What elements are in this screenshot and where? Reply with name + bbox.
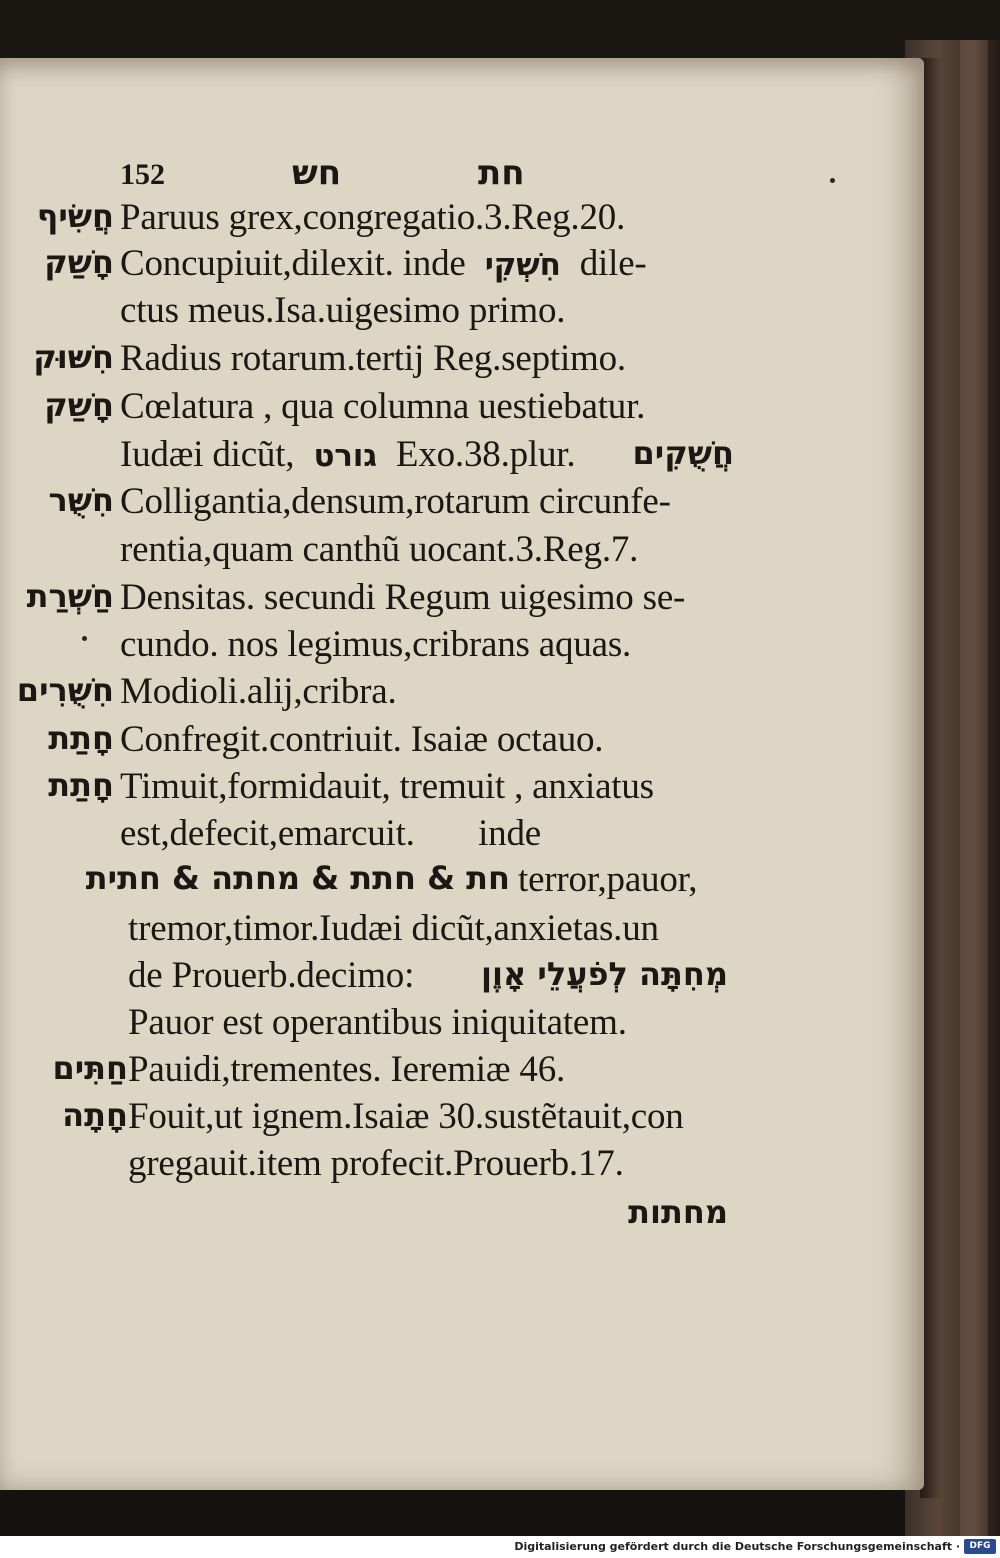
entry-headword: חֲשִׂיף xyxy=(36,197,114,235)
entry-text: Paruus grex,congregatio.3.Reg.20. xyxy=(120,197,626,238)
entry-text: Densitas. secundi Regum uigesimo se- xyxy=(120,577,686,618)
hebrew-derivatives: חת & חתת & מחתה & חתית xyxy=(85,859,510,897)
inline-hebrew-plural: חֲשֻׁקִים xyxy=(632,434,734,472)
entry-headword: חִשֻּׁר xyxy=(48,481,114,519)
running-head-left: חש xyxy=(292,153,342,193)
entry-headword: חִשּׁוּק xyxy=(33,338,114,376)
entry-text-part: dile- xyxy=(579,243,647,284)
entry-text-part: Exo.38.plur. xyxy=(395,434,576,475)
entry-headword: חַתִּים xyxy=(52,1049,128,1087)
entry-text-part: Iudæi dicũt, xyxy=(120,434,295,475)
entry-text: Pauidi,trementes. Ieremiæ 46. xyxy=(128,1049,566,1090)
entry-text: Radius rotarum.tertij Reg.septimo. xyxy=(120,338,626,379)
entry-text: Modioli.alij,cribra. xyxy=(120,671,397,712)
entry-text: Cœlatura , qua columna uestiebatur. xyxy=(120,386,646,427)
ink-dot xyxy=(830,178,835,183)
entry-text: Timuit,formidauit, tremuit , anxiatus xyxy=(120,766,654,807)
entry-continuation: cundo. nos legimus,cribrans aquas. xyxy=(120,624,632,665)
inline-hebrew-quote: מְחִתָּה לְפֹעֲלֵי אָוֶן xyxy=(481,955,728,993)
book-cover-edge xyxy=(960,40,988,1536)
dfg-logo: DFG xyxy=(964,1539,996,1554)
scan-bottom-band xyxy=(0,1490,905,1536)
entry-continuation: gregauit.item profecit.Prouerb.17. xyxy=(128,1143,624,1184)
entry-continuation: tremor,timor.Iudæi dicũt,anxietas.un xyxy=(128,908,659,949)
running-head-right: חת xyxy=(478,153,525,193)
credit-bar xyxy=(0,1536,1000,1558)
entry-text: terror,pauor, xyxy=(518,859,698,900)
entry-continuation: est,defecit,emarcuit. inde xyxy=(120,813,541,854)
entry-text: Confregit.contriuit. Isaiæ octauo. xyxy=(120,719,604,760)
page-number: 152 xyxy=(120,158,165,191)
entry-continuation xyxy=(120,436,575,473)
entry-headword: חָתַת xyxy=(48,719,114,757)
credit-text: Digitalisierung gefördert durch die Deutsche Forschungsgemeinschaft · xyxy=(514,1540,960,1553)
entry-continuation: ctus meus.Isa.uigesimo primo. xyxy=(120,290,566,331)
ink-dot xyxy=(82,636,87,641)
entry-headword: חָשַׁק xyxy=(44,243,114,281)
inline-hebrew: גורט xyxy=(313,438,377,474)
entry-continuation: de Prouerb.decimo: xyxy=(128,955,415,996)
entry-continuation: Pauor est operantibus iniquitatem. xyxy=(128,1002,627,1043)
entry-text-part: Concupiuit,dilexit. inde xyxy=(120,243,466,284)
entry-text xyxy=(120,245,647,282)
entry-headword: חָשַׁק xyxy=(44,386,114,424)
entry-headword: חַשְׁרַת xyxy=(26,577,114,615)
entry-headword: חָתַת xyxy=(48,766,114,804)
entry-headword: חָתָה xyxy=(62,1096,128,1134)
inline-hebrew: חִשְׁקִי xyxy=(484,247,561,283)
entry-text: Colligantia,densum,rotarum circunfe- xyxy=(120,481,671,522)
entry-text: Fouit,ut ignem.Isaiæ 30.sustẽtauit,con xyxy=(128,1096,684,1137)
catchword: מחתות xyxy=(628,1193,728,1231)
entry-continuation: rentia,quam canthũ uocant.3.Reg.7. xyxy=(120,529,639,570)
entry-headword: חִשֻּׁרִים xyxy=(16,671,114,709)
